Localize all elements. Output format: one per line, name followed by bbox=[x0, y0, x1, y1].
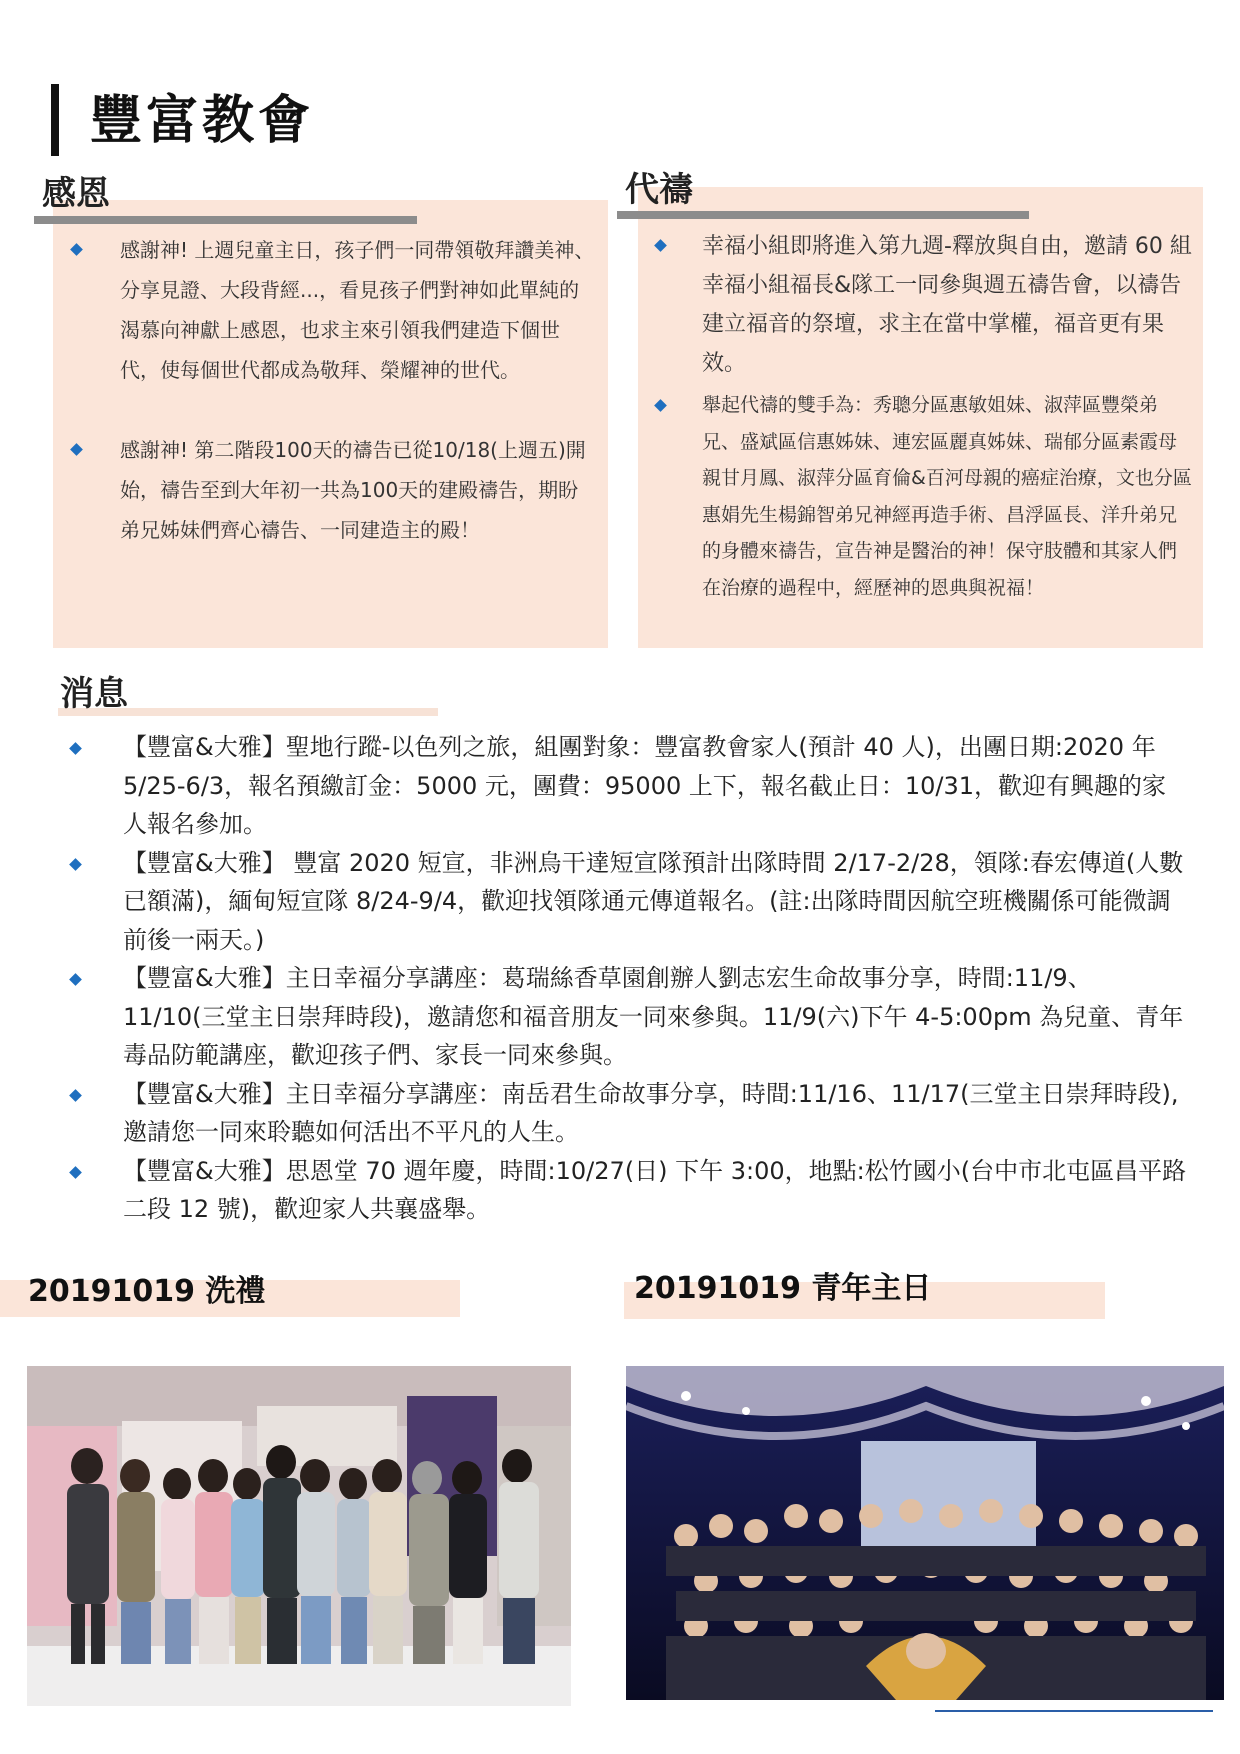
list-item bbox=[52, 230, 597, 390]
diamond-bullet-icon bbox=[69, 858, 82, 871]
diamond-bullet-icon bbox=[69, 742, 82, 755]
list-item bbox=[63, 959, 1188, 1075]
diamond-bullet-icon bbox=[69, 1166, 82, 1179]
prayer-heading-rule bbox=[617, 211, 1029, 219]
prayer-section bbox=[636, 227, 1194, 606]
diamond-bullet-icon bbox=[70, 443, 83, 456]
news-item-text: 【豐富&大雅】聖地行蹤-以色列之旅，組團對象：豐富教會家人(預計 40 人)，出團日期:2020 年 5/25-6/3，報名預繳訂金：5000 元，團費：95000 上下，報名截止日：10/31，歡迎有興趣的家人報名參加。 bbox=[123, 733, 1167, 838]
news-list bbox=[63, 728, 1188, 1229]
thanks-list bbox=[52, 230, 597, 550]
list-item bbox=[63, 1152, 1188, 1229]
news-item-text: 【豐富&大雅】思恩堂 70 週年慶，時間:10/27(日) 下午 3:00，地點:松竹國小(台中市北屯區昌平路二段 12 號)，歡迎家人共襄盛舉。 bbox=[123, 1156, 1187, 1223]
thanks-heading: 感恩 bbox=[42, 174, 110, 214]
list-item bbox=[63, 1075, 1188, 1152]
list-item bbox=[63, 728, 1188, 844]
prayer-heading: 代禱 bbox=[625, 170, 693, 210]
photo-heading-left: 20191019 洗禮 bbox=[28, 1274, 266, 1309]
title-accent-bar bbox=[51, 84, 59, 156]
news-item-text: 【豐富&大雅】主日幸福分享講座：葛瑞絲香草園創辦人劉志宏生命故事分享，時間:11/9、11/10(三堂主日崇拜時段)，邀請您和福音朋友一同來參與。11/9(六)下午 4-5:00pm 為兒童、青年毒品防範講座，歡迎孩子們、家長一同來參與。 bbox=[123, 964, 1184, 1069]
list-item bbox=[52, 430, 597, 550]
page-title: 豐富教會 bbox=[90, 91, 315, 151]
prayer-item-text: 舉起代禱的雙手為：秀聰分區惠敏姐妹、淑萍區豐榮弟兄、盛斌區信惠姊妹、連宏區麗真姊妹、瑞郁分區素霞母親甘月鳳、淑萍分區育倫&百河母親的癌症治療，文也分區惠娟先生楊錦智弟兄神經再造手術、昌浮區長、洋升弟兄的身體來禱告，宣告神是醫治的神！保守肢體和其家人們在治療的過程中，經歷神的恩典與祝福！ bbox=[702, 394, 1192, 599]
baptism-photo-illustration bbox=[27, 1366, 571, 1706]
youth-sunday-group-photo bbox=[626, 1366, 1224, 1700]
list-item bbox=[63, 844, 1188, 960]
thanks-item-text: 感謝神! 上週兒童主日，孩子們一同帶領敬拜讚美神、分享見證、大段背經...，看見孩子們對神如此單純的渴慕向神獻上感恩，也求主來引領我們建造下個世代，使每個世代都成為敬拜、榮耀神的世代。 bbox=[120, 238, 595, 382]
list-item bbox=[636, 387, 1194, 606]
thanks-item-text: 感謝神! 第二階段100天的禱告已從10/18(上週五)開始，禱告至到大年初一共為100天的建殿禱告，期盼弟兄姊妹們齊心禱告、一同建造主的殿！ bbox=[120, 438, 586, 542]
photo-heading-right: 20191019 青年主日 bbox=[634, 1271, 932, 1306]
news-item-text: 【豐富&大雅】主日幸福分享講座：南岳君生命故事分享，時間:11/16、11/17(三堂主日崇拜時段),邀請您一同來聆聽如何活出不平凡的人生。 bbox=[123, 1079, 1179, 1146]
diamond-bullet-icon bbox=[70, 243, 83, 256]
diamond-bullet-icon bbox=[69, 1089, 82, 1102]
footer-divider bbox=[935, 1710, 1213, 1712]
list-item bbox=[636, 227, 1194, 383]
news-heading: 消息 bbox=[60, 674, 128, 714]
baptism-group-photo bbox=[27, 1366, 571, 1706]
thanks-section bbox=[52, 230, 597, 550]
prayer-list bbox=[636, 227, 1194, 606]
prayer-item-text: 幸福小組即將進入第九週-釋放與自由，邀請 60 組幸福小組福長&隊工一同參與週五禱告會，以禱告建立福音的祭壇，求主在當中掌權，福音更有果效。 bbox=[702, 234, 1192, 376]
news-item-text: 【豐富&大雅】 豐富 2020 短宣，非洲烏干達短宣隊預計出隊時間 2/17-2/28，領隊:春宏傳道(人數已額滿)，緬甸短宣隊 8/24-9/4，歡迎找領隊通元傳道報名。(註:出隊時間因航空班機關係可能微調前後一兩天。) bbox=[123, 848, 1184, 954]
news-section bbox=[63, 728, 1188, 1229]
diamond-bullet-icon bbox=[654, 239, 667, 252]
diamond-bullet-icon bbox=[654, 399, 667, 412]
youth-photo-illustration bbox=[626, 1366, 1224, 1700]
thanks-heading-rule bbox=[34, 216, 417, 224]
diamond-bullet-icon bbox=[69, 973, 82, 986]
